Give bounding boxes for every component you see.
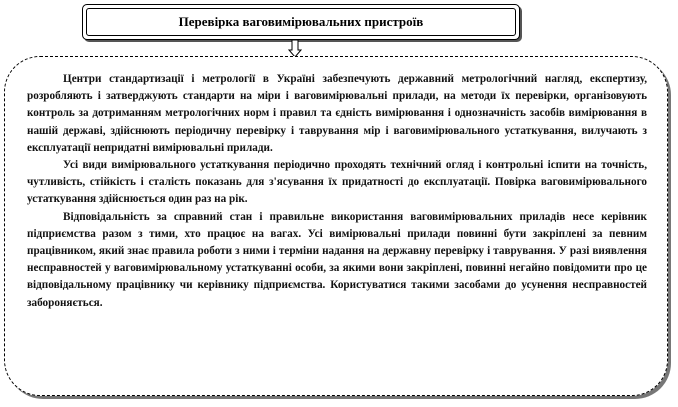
paragraph-1: Центри стандартизації і метрології в Україні забезпечують державний метрологічний нагляд, експертизу, розробляють і затверджують стандарти на міри і ваговимірювальні прилади, на методи їх перевірки, організовують контроль за дотриманням метрологічних норм і правил та єдність вимірювання і однозначність засобів вимірювання в нашій державі, здійснюють періодичну перевірку і таврування мір і ваговимірювального устаткування, вилучають з експлуатації непридатні вимірювальні прилади.: [27, 73, 647, 154]
diagram-title: Перевірка ваговимірювальних пристроїв: [86, 8, 516, 36]
content-box: [4, 56, 668, 396]
paragraph-3: Відповідальність за справний стан і правильне використання ваговимірювальних приладів несе керівник підприємства разом з тими, хто працює на вагах. Усі вимірювальні прилади повинні бути закріплені за певним працівником, який знає правила роботи з ними і терміни надання на державну перевірку і таврування. У разі виявлення несправностей у ваговимірювальному устаткуванні особи, за якими вони закріплені, повинні негайно повідомити про це відповідальному працівнику чи керівнику підприємства. Користуватися такими засобами до усунення несправностей забороняється.: [27, 210, 647, 309]
title-box: [82, 4, 520, 40]
paragraph-2: Усі види вимірювального устаткування періодично проходять технічний огляд і контрольні іспити на точність, чутливість, стійкість і сталість показань для з'ясування їх придатності до експлуатації. Повірка ваговимірювального устаткування здійснюється один раз на рік.: [27, 159, 647, 206]
